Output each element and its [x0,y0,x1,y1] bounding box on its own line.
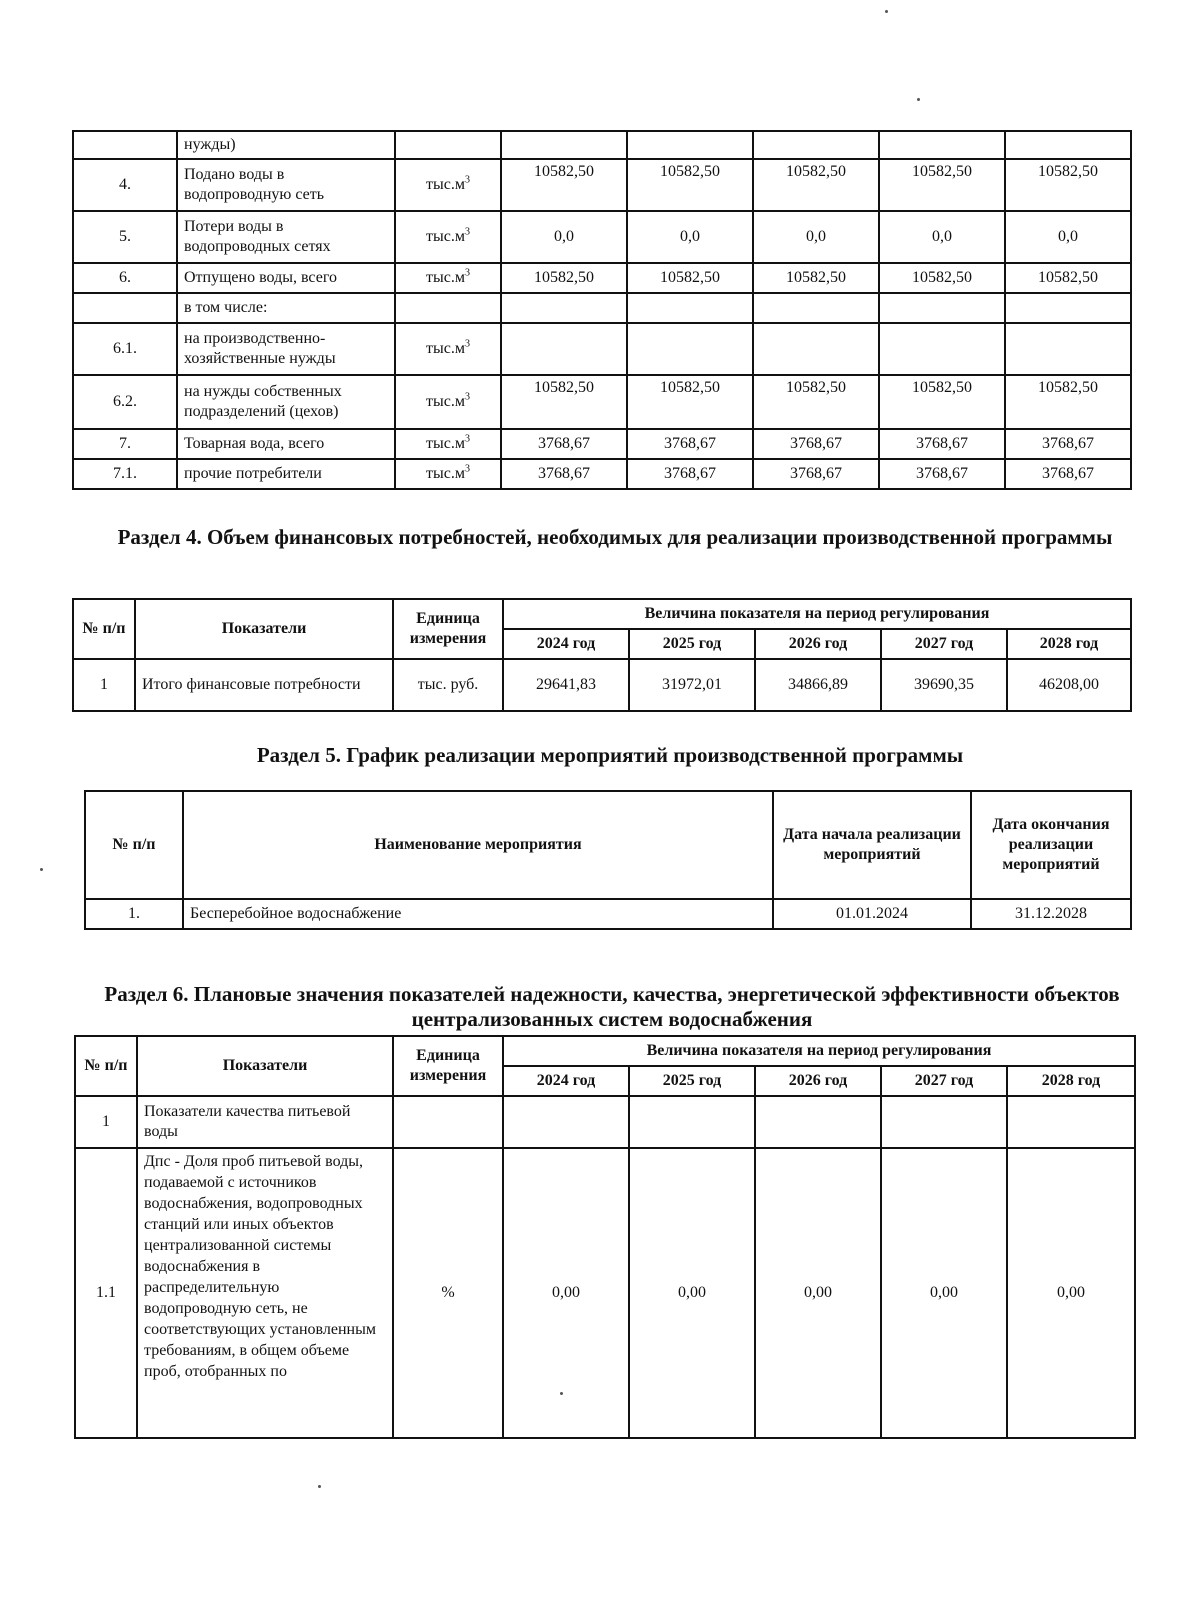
table-row [73,211,1131,263]
value-cell: 10582,50 [1005,159,1131,211]
row-num [73,131,177,159]
year-header: 2026 год [755,1066,881,1096]
table-row [73,375,1131,429]
header-end-date: Дата окончания реализации мероприятий [971,791,1131,899]
row-num: 7.1. [73,459,177,489]
year-header: 2026 год [755,629,881,659]
row-name: Потери воды в водопроводных сетях [177,211,395,263]
row-num: 1. [85,899,183,929]
value-cell: 3768,67 [879,429,1005,459]
value-cell: 0,00 [881,1148,1007,1438]
value-cell: 10582,50 [627,375,753,429]
value-cell: 34866,89 [755,659,881,711]
row-unit: $тыс.м^3$ [395,429,501,459]
row-name: Бесперебойное водоснабжение [183,899,773,929]
year-header: 2027 год [881,629,1007,659]
value-cell: 10582,50 [753,159,879,211]
table-row [73,323,1131,375]
year-header: 2024 год [503,1066,629,1096]
value-cell: 46208,00 [1007,659,1131,711]
value-cell: 10582,50 [879,263,1005,293]
row-unit: $тыс.м^3$ [395,211,501,263]
value-cell: 10582,50 [501,159,627,211]
row-name: Показатели качества питьевой воды [137,1096,393,1148]
row-unit: $тыс.м^3$ [395,323,501,375]
table-row [85,899,1131,929]
value-cell: 29641,83 [503,659,629,711]
row-num: 4. [73,159,177,211]
row-name: Подано воды в водопроводную сеть [177,159,395,211]
start-date: 01.01.2024 [773,899,971,929]
row-name: Итого финансовые потребности [135,659,393,711]
table-row [73,659,1131,711]
header-activity: Наименование мероприятия [183,791,773,899]
row-num: 1 [73,659,135,711]
row-unit: $тыс.м^3$ [395,375,501,429]
row-num: 6.2. [73,375,177,429]
header-num: № п/п [73,599,135,659]
table-row [73,293,1131,323]
value-cell: 3768,67 [753,459,879,489]
row-name: нужды) [177,131,395,159]
row-name: на нужды собственных подразделений (цехов) [177,375,395,429]
value-cell: 3768,67 [1005,429,1131,459]
scan-speck [40,868,43,871]
row-num [73,293,177,323]
value-cell: 10582,50 [879,375,1005,429]
value-cell: 3768,67 [501,459,627,489]
value-cell: 10582,50 [501,375,627,429]
header-start-date: Дата начала реализации мероприятий [773,791,971,899]
value-cell: 0,00 [1007,1148,1135,1438]
value-cell: 10582,50 [501,263,627,293]
value-cell: 0,0 [879,211,1005,263]
table-row [73,159,1131,211]
year-header: 2027 год [881,1066,1007,1096]
section4-title: Раздел 4. Объем финансовых потребностей, необходимых для реализации производственной программы [117,525,1113,549]
section5-title: Раздел 5. График реализации мероприятий производственной программы [256,743,964,767]
scan-speck [318,1485,321,1488]
header-num: № п/п [85,791,183,899]
value-cell: 39690,35 [881,659,1007,711]
value-cell: 0,0 [1005,211,1131,263]
table-header-row [85,791,1131,899]
value-cell: 10582,50 [627,263,753,293]
value-cell: 3768,67 [1005,459,1131,489]
row-unit: % [393,1148,503,1438]
table-header-row [75,1036,1135,1066]
row-num: 6. [73,263,177,293]
row-name: прочие потребители [177,459,395,489]
row-name: на производственно-хозяйственные нужды [177,323,395,375]
financial-needs-table [72,598,1132,712]
header-period: Величина показателя на период регулирования [503,1036,1135,1066]
table-row [73,263,1131,293]
row-unit: $тыс.м^3$ [395,159,501,211]
table-row [73,131,1131,159]
year-header: 2028 год [1007,629,1131,659]
value-cell: 0,00 [629,1148,755,1438]
header-num: № п/п [75,1036,137,1096]
row-num: 1.1 [75,1148,137,1438]
value-cell: 0,00 [503,1148,629,1438]
row-unit: тыс. руб. [393,659,503,711]
section6-title: Раздел 6. Плановые значения показателей надежности, качества, энергетической эффективности объектов централизованных систем водоснабжения [104,982,1120,1031]
row-name: Товарная вода, всего [177,429,395,459]
value-cell: 10582,50 [1005,263,1131,293]
row-num: 1 [75,1096,137,1148]
value-cell: 10582,50 [879,159,1005,211]
quality-indicators-table [74,1035,1136,1439]
value-cell: 10582,50 [1005,375,1131,429]
value-cell: 3768,67 [627,429,753,459]
header-unit: Единица измерения [393,1036,503,1096]
table-row [75,1096,1135,1148]
value-cell: 10582,50 [753,263,879,293]
value-cell: 3768,67 [879,459,1005,489]
header-indicators: Показатели [137,1036,393,1096]
header-indicators: Показатели [135,599,393,659]
scan-speck [560,1392,563,1395]
scan-speck [917,98,920,101]
value-cell: 0,0 [753,211,879,263]
water-balance-body [73,131,1131,489]
row-name: Отпущено воды, всего [177,263,395,293]
end-date: 31.12.2028 [971,899,1131,929]
value-cell: 31972,01 [629,659,755,711]
row-unit: $тыс.м^3$ [395,459,501,489]
header-unit: Единица измерения [393,599,503,659]
value-cell: 10582,50 [627,159,753,211]
year-header: 2025 год [629,629,755,659]
water-balance-table [72,130,1132,490]
value-cell: 0,0 [501,211,627,263]
value-cell: 0,00 [755,1148,881,1438]
row-name: в том числе: [177,293,395,323]
value-cell: 0,0 [627,211,753,263]
row-name: Дпс - Доля проб питьевой воды, подаваемой с источников водоснабжения, водопроводных станций или иных объектов централизованной системы водоснабжения в распределительную водопроводную сеть, не соответствующих установленным требованиям, в общем объеме проб, отобранных по [137,1148,393,1438]
scan-speck [885,10,888,13]
row-num: 7. [73,429,177,459]
row-unit: $тыс.м^3$ [395,263,501,293]
table-header-row [73,599,1131,629]
header-period: Величина показателя на период регулирования [503,599,1131,629]
year-header: 2025 год [629,1066,755,1096]
year-header: 2028 год [1007,1066,1135,1096]
table-row [75,1148,1135,1438]
year-header: 2024 год [503,629,629,659]
row-num: 6.1. [73,323,177,375]
value-cell: 3768,67 [501,429,627,459]
row-num: 5. [73,211,177,263]
value-cell: 3768,67 [753,429,879,459]
table-row [73,429,1131,459]
table-row [73,459,1131,489]
value-cell: 10582,50 [753,375,879,429]
schedule-table [84,790,1132,930]
value-cell: 3768,67 [627,459,753,489]
